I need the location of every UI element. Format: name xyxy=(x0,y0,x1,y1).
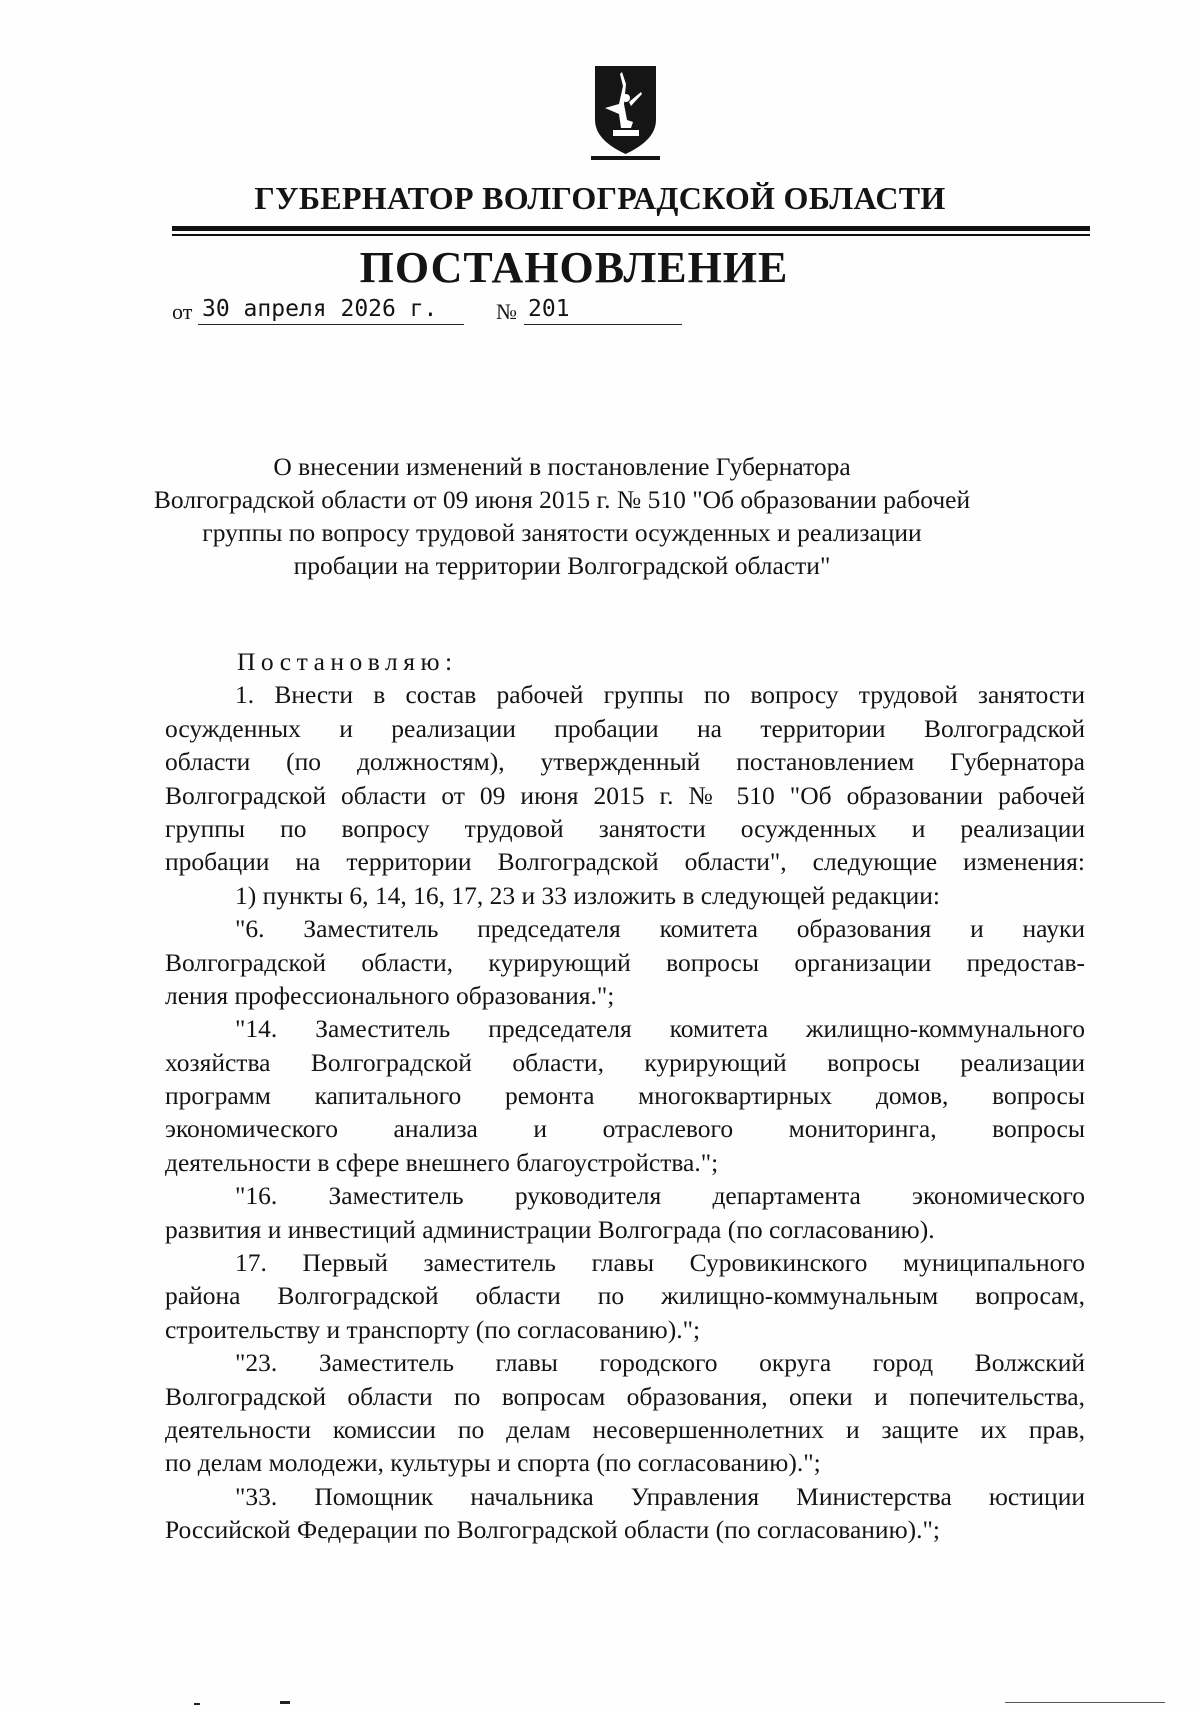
body-line: деятельности комиссии по делам несовершеннолетних и защите их прав, xyxy=(165,1414,1085,1444)
subject-line: группы по вопросу трудовой занятости осужденных и реализации xyxy=(202,518,922,547)
document-subject xyxy=(140,450,984,582)
body-line: ления профессионального образования."; xyxy=(165,980,615,1010)
document-body xyxy=(165,645,1085,1547)
body-line: осужденных и реализации пробации на территории Волгоградской xyxy=(165,713,1085,743)
date-number-line xyxy=(172,294,692,330)
body-line: 1. Внести в состав рабочей группы по вопросу трудовой занятости xyxy=(235,680,1085,710)
body-line: района Волгоградской области по жилищно-коммунальным вопросам, xyxy=(165,1281,1085,1311)
body-line: Волгоградской области, курирующий вопросы организации предостав- xyxy=(165,947,1085,977)
header-rule-thin xyxy=(172,234,1090,236)
body-line: 17. Первый заместитель главы Суровикинского муниципального xyxy=(235,1248,1085,1278)
document-number: 201 xyxy=(524,294,682,325)
body-line: "14. Заместитель председателя комитета жилищно-коммунального xyxy=(235,1014,1085,1044)
subject-line: О внесении изменений в постановление Губернатора xyxy=(273,452,851,481)
body-line: "16. Заместитель руководителя департамента экономического xyxy=(235,1181,1085,1211)
body-line: Волгоградской области по вопросам образования, опеки и попечительства, xyxy=(165,1381,1085,1411)
scan-artifact-mark xyxy=(280,1701,290,1704)
body-line: Российской Федерации по Волгоградской области (по согласованию)."; xyxy=(165,1515,940,1545)
body-line: строительству и транспорту (по согласованию)."; xyxy=(165,1314,701,1344)
document-date: 30 апреля 2026 г. xyxy=(198,294,464,325)
scan-artifact-mark xyxy=(194,1703,200,1705)
body-line: по делам молодежи, культуры и спорта (по согласованию)."; xyxy=(165,1448,821,1478)
issuing-authority: ГУБЕРНАТОР ВОЛГОГРАДСКОЙ ОБЛАСТИ xyxy=(254,180,946,216)
document-type-title: ПОСТАНОВЛЕНИЕ xyxy=(359,243,789,292)
coat-of-arms-emblem xyxy=(589,62,662,162)
body-line: области (по должностям), утвержденный постановлением Губернатора xyxy=(165,747,1085,777)
body-line: экономического анализа и отраслевого мониторинга, вопросы xyxy=(165,1114,1085,1144)
header-rule-thick xyxy=(172,226,1090,231)
body-line: "23. Заместитель главы городского округа город Волжский xyxy=(235,1348,1085,1378)
body-line: Волгоградской области от 09 июня 2015 г. № 510 "Об образовании рабочей xyxy=(165,780,1085,810)
subject-line: пробации на территории Волгоградской области" xyxy=(293,551,831,580)
number-label: № xyxy=(496,299,517,324)
body-line: "6. Заместитель председателя комитета образования и науки xyxy=(235,914,1085,944)
decree-word: Постановляю: xyxy=(237,647,458,676)
body-line: хозяйства Волгоградской области, курирующий вопросы реализации xyxy=(165,1047,1085,1077)
scan-artifact-mark xyxy=(1005,1702,1165,1703)
body-line: пробации на территории Волгоградской области", следующие изменения: xyxy=(165,847,1085,877)
body-line: 1) пункты 6, 14, 16, 17, 23 и 33 изложить в следующей редакции: xyxy=(235,880,940,910)
body-line: деятельности в сфере внешнего благоустройства."; xyxy=(165,1147,719,1177)
subject-line: Волгоградской области от 09 июня 2015 г. № 510 "Об образовании рабочей xyxy=(153,485,971,514)
body-line: программ капитального ремонта многоквартирных домов, вопросы xyxy=(165,1081,1085,1111)
body-line: группы по вопросу трудовой занятости осужденных и реализации xyxy=(165,813,1085,843)
date-prefix-label: от xyxy=(172,299,193,324)
body-line: "33. Помощник начальника Управления Министерства юстиции xyxy=(235,1481,1085,1511)
body-line: развития и инвестиций администрации Волгограда (по согласованию). xyxy=(165,1214,935,1244)
